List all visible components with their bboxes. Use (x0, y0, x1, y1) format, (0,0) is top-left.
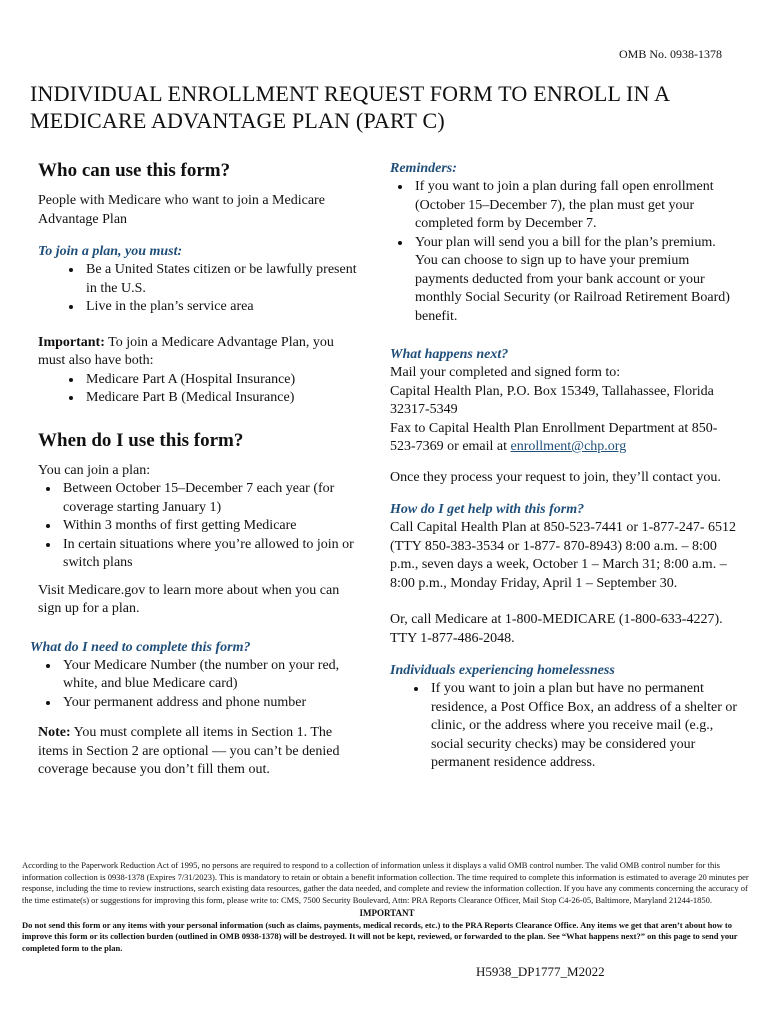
list-item: • Your Medicare Number (the number on your red, white, and blue Medicare card) (60, 657, 358, 694)
when-intro: You can join a plan: (38, 462, 151, 478)
join-list (38, 261, 358, 317)
next-text-3 (390, 420, 740, 457)
email-link[interactable]: enrollment@chp.org (510, 439, 627, 454)
list-item: • Live in the plan’s service area (83, 298, 358, 317)
who-text: People with Medicare who want to join a Medicare Advantage Plan (38, 193, 325, 227)
important-title: IMPORTANT (359, 908, 415, 918)
help-heading: How do I get help with this form? (390, 502, 585, 517)
join-heading: To join a plan, you must: (38, 244, 183, 259)
next-text-2: Capital Health Plan, P.O. Box 15349, Tallahassee, Florida 32317-5349 (390, 383, 714, 417)
note-paragraph (38, 724, 358, 780)
list-item: • Be a United States citizen or be lawfully present in the U.S. (83, 261, 358, 298)
reminders-heading: Reminders: (390, 161, 457, 176)
important-label: Important: (38, 334, 105, 350)
fax-text: Fax to Capital Health Plan Enrollment Department at 850-523-7369 or email at (390, 420, 718, 454)
list-item: • In certain situations where you’re allowed to join or switch plans (60, 536, 358, 573)
important-paragraph (38, 334, 358, 371)
list-item: • If you want to join a plan during fall open enrollment (October 15–December 7), the plan must get your completed form by December 7. (412, 178, 740, 234)
next-text-1: Mail your completed and signed form to: (390, 365, 621, 380)
list-item: • Your permanent address and phone number (60, 694, 358, 713)
who-heading: Who can use this form? (38, 160, 231, 181)
list-item: • If you want to join a plan but have no permanent residence, a Post Office Box, an address of a shelter or clinic, or the address where you receive mail (e.g., social security checks) may be considered your permanent residence address. (428, 680, 740, 773)
homeless-list (390, 680, 740, 773)
list-item: • Your plan will send you a bill for the plan’s premium. You can choose to sign up to have your premium payments deducted from your bank account or your monthly Social Security (or Railroad Retirement Board) benefit. (412, 234, 740, 327)
next-heading: What happens next? (390, 347, 509, 362)
homeless-heading: Individuals experiencing homelessness (390, 663, 615, 678)
need-heading: What do I need to complete this form? (30, 639, 251, 655)
list-item: • Between October 15–December 7 each year (for coverage starting January 1) (60, 480, 358, 517)
page-title: INDIVIDUAL ENROLLMENT REQUEST FORM TO ENROLL IN A MEDICARE ADVANTAGE PLAN (PART C) (30, 81, 670, 133)
visit-text: Visit Medicare.gov to learn more about when you can sign up for a plan. (38, 582, 340, 616)
pra-notice: According to the Paperwork Reduction Act of 1995, no persons are required to respond to a collection of information unless it displays a valid OMB control number. The valid OMB control number for this information collection is 0938-1378 (Expires 7/31/2023). This is mandatory to retain or obtain a benefit information collection. The time required to complete this information is estimated to average 20 minutes per response, including the time to review instructions, search existing data resources, gather the data needed, and complete and review the information collection. If you have any comments concerning the accuracy of the time estimate(s) or suggestions for improving this form, please write to: CMS, 7500 Security Boulevard, Attn: PRA Reports Clearance Officer, Mail Stop C4-26-05, Baltimore, Maryland 21244-1850. (22, 860, 749, 905)
list-item: • Within 3 months of first getting Medicare (60, 517, 358, 536)
note-label: Note: (38, 725, 71, 740)
list-item: • Medicare Part A (Hospital Insurance) (83, 371, 358, 390)
need-list (38, 657, 358, 713)
footer (22, 860, 752, 954)
important-text: To join a Medicare Advantage Plan, you must also have both: (38, 334, 334, 368)
when-heading: When do I use this form? (38, 429, 244, 451)
right-column (390, 160, 740, 773)
when-list (38, 480, 358, 573)
important-notice: Do not send this form or any items with your personal information (such as claims, payments, medical records, etc.) to the PRA Reports Clearance Office. Any items we get that aren’t about how to improve this form or its collection burden (outlined in OMB 0938-1378) will be destroyed. It will not be kept, reviewed, or forwarded to the plan. See “What happens next?” on this page to send your completed form to the plan. (22, 919, 738, 953)
important-list (38, 371, 358, 408)
help-text: Call Capital Health Plan at 850-523-7441 or 1-877-247- 6512 (TTY 850-383-3534 or 1-877- 870-8943) 8:00 a.m. – 8:00 p.m., seven days a week, October 1 – March 31; 8:00 a.m. – 8:00 p.m., Monday Friday, April 1 – September 30. (390, 520, 737, 591)
note-text: You must complete all items in Section 1. The items in Section 2 are optional — you can’t be denied coverage because you don’t fill them out. (38, 725, 340, 777)
left-column (30, 160, 358, 780)
medicare-text: Or, call Medicare at 1-800-MEDICARE (1-800-633-4227). TTY 1-877-486-2048. (390, 612, 723, 646)
reminders-list (390, 178, 740, 326)
omb-number: OMB No. 0938-1378 (618, 47, 722, 61)
list-item: • Medicare Part B (Medical Insurance) (83, 389, 358, 408)
form-code: H5938_DP1777_M2022 (476, 964, 605, 979)
process-text: Once they process your request to join, they’ll contact you. (390, 469, 721, 485)
